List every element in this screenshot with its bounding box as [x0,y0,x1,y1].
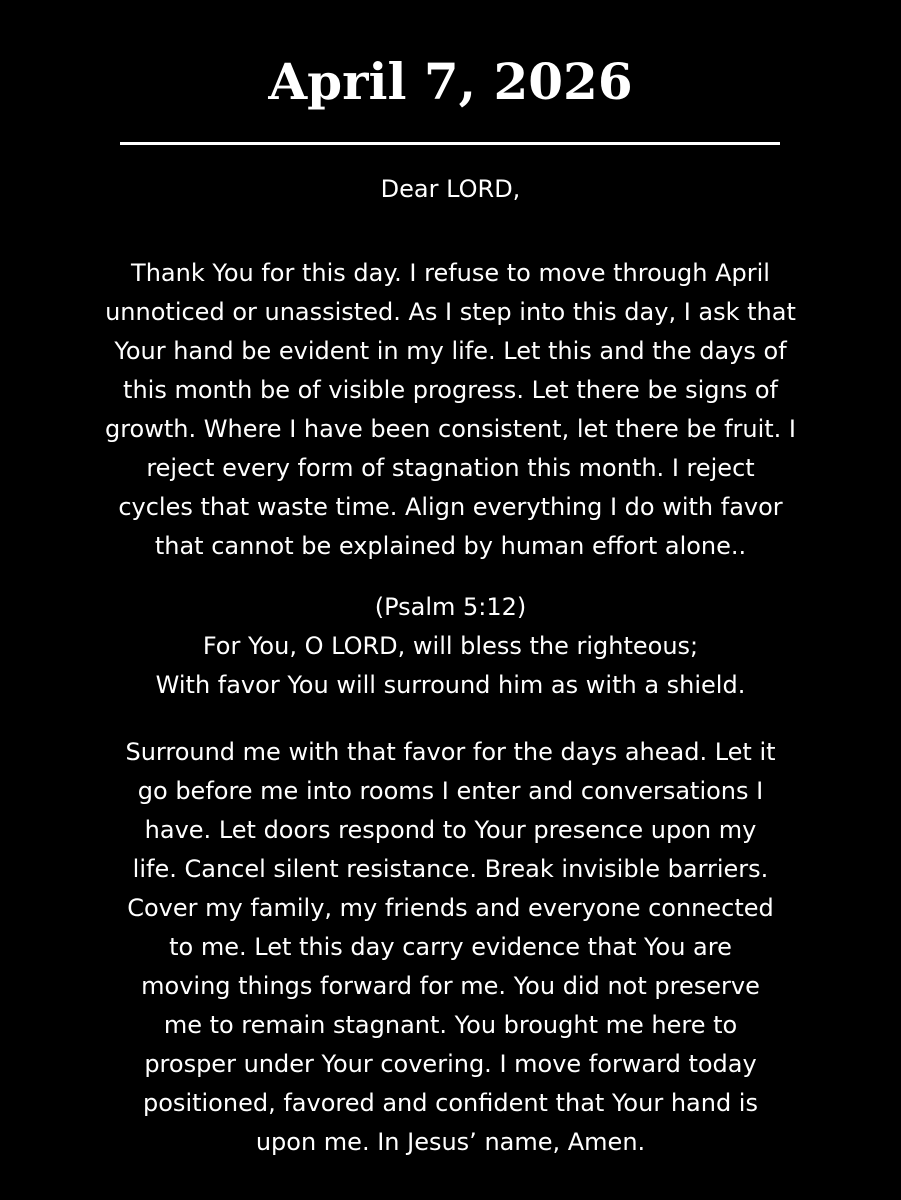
text-line: upon me. In Jesus’ name, Amen. [255,1128,646,1156]
text-line: prosper under Your covering. I move forward today [144,1050,757,1078]
text-line: this month be of visible progress. Let there be signs of [123,376,778,404]
text-line: reject every form of stagnation this month. I reject [146,454,755,482]
text-line: unnoticed or unassisted. As I step into this day, I ask that [105,298,796,326]
text-line: Your hand be evident in my life. Let this and the days of [114,337,787,365]
text-line: to me. Let this day carry evidence that You are [169,933,732,961]
text-line: me to remain stagnant. You brought me here to [163,1011,738,1039]
text-line: that cannot be explained by human effort alone.. [154,532,747,560]
text-line: have. Let doors respond to Your presence upon my [144,816,757,844]
text-line: cycles that waste time. Align everything I do with favor [118,493,783,521]
greeting: Dear LORD, [380,175,521,203]
text-line: growth. Where I have been consistent, let there be fruit. I [104,415,797,443]
text-line: moving things forward for me. You did not preserve [141,972,760,1000]
text-line: Surround me with that favor for the days ahead. Let it [125,738,776,766]
title-divider [120,142,780,145]
verse-line: With favor You will surround him as with a shield. [155,671,746,699]
scripture-verse [30,588,871,705]
page-title: April 7, 2026 [268,52,633,111]
text-line: positioned, favored and confident that Your hand is [143,1089,758,1117]
text-line: Cover my family, my friends and everyone connected [127,894,774,922]
verse-line: For You, O LORD, will bless the righteous; [202,632,699,660]
prayer-paragraph-2 [30,733,871,1162]
text-line: go before me into rooms I enter and conversations I [137,777,764,805]
text-line: Thank You for this day. I refuse to move through April [131,259,770,287]
text-line: life. Cancel silent resistance. Break invisible barriers. [132,855,769,883]
verse-reference: (Psalm 5:12) [374,593,527,621]
prayer-paragraph-1 [30,254,871,566]
